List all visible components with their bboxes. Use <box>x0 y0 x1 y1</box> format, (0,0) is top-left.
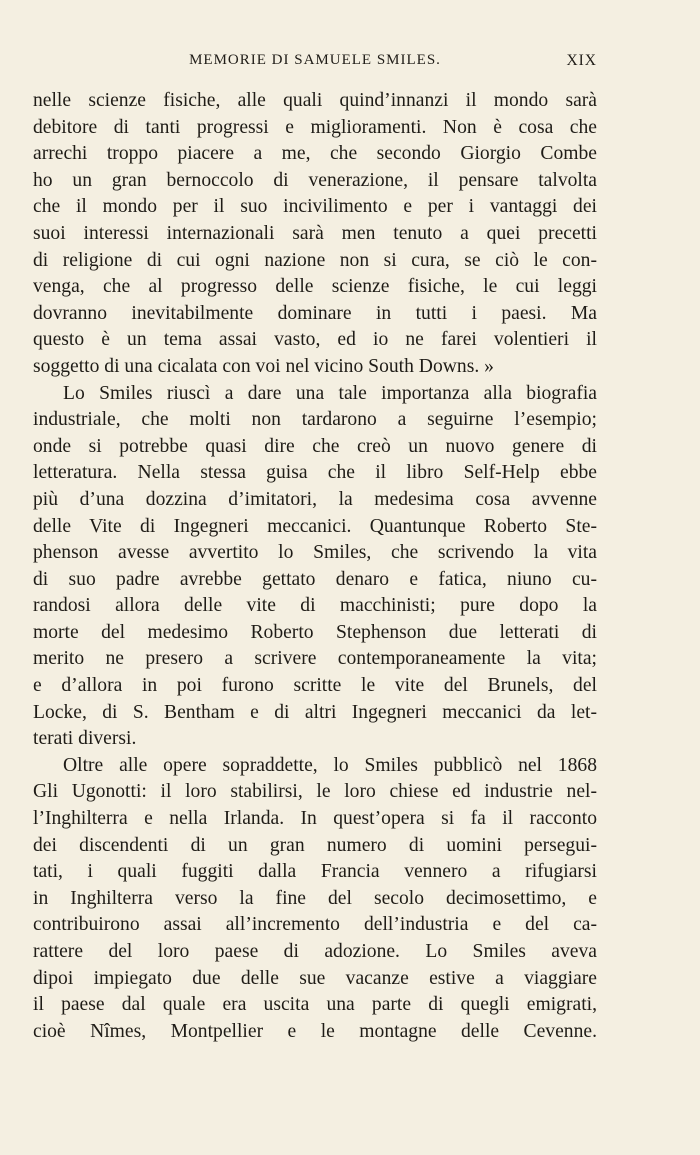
text-line: industriale, che molti non tardarono a seguirne l’esempio; <box>33 409 597 431</box>
text-line: debitore di tanti progressi e miglioramenti. Non è cosa che <box>33 116 597 138</box>
text-line: terati diversi. <box>33 728 137 750</box>
text-line: dei discendenti di un gran numero di uomini persegui- <box>33 834 597 856</box>
page-number: XIX <box>566 52 597 69</box>
text-line: suoi interessi internazionali sarà men tenuto a quei precetti <box>33 222 597 244</box>
text-line: Lo Smiles riuscì a dare una tale importanza alla biografia <box>63 382 597 404</box>
text-line: tati, i quali fuggiti dalla Francia vennero a rifugiarsi <box>33 861 597 883</box>
body-text <box>33 88 597 1045</box>
text-line: cioè Nîmes, Montpellier e le montagne delle Cevenne. <box>33 1020 597 1042</box>
paragraph <box>33 381 597 753</box>
running-head <box>33 52 597 76</box>
paragraph <box>33 88 597 381</box>
running-title: MEMORIE DI SAMUELE SMILES. <box>189 52 441 68</box>
text-line: onde si potrebbe quasi dire che creò un nuovo genere di <box>33 435 597 457</box>
text-line: che il mondo per il suo incivilimento e per i vantaggi dei <box>33 196 597 218</box>
text-line: randosi allora delle vite di macchinisti; pure dopo la <box>33 595 597 617</box>
text-line: arrechi troppo piacere a me, che secondo Giorgio Combe <box>33 143 597 165</box>
text-line: questo è un tema assai vasto, ed io ne farei volentieri il <box>33 329 597 351</box>
text-line: l’Inghilterra e nella Irlanda. In quest’opera si fa il racconto <box>33 808 597 830</box>
text-line: il paese dal quale era uscita una parte di quegli emigrati, <box>33 994 597 1016</box>
text-line: delle Vite di Ingegneri meccanici. Quantunque Roberto Ste- <box>33 515 597 537</box>
text-line: venga, che al progresso delle scienze fisiche, le cui leggi <box>33 276 597 298</box>
text-line: Locke, di S. Bentham e di altri Ingegneri meccanici da let- <box>33 701 597 723</box>
text-line: dipoi impiegato due delle sue vacanze estive a viaggiare <box>33 967 597 989</box>
text-line: merito ne presero a scrivere contemporaneamente la vita; <box>33 648 597 670</box>
text-line: di religione di cui ogni nazione non si cura, se ciò le con- <box>33 249 597 271</box>
text-line: soggetto di una cicalata con voi nel vicino South Downs. » <box>33 355 494 377</box>
text-line: dovranno inevitabilmente dominare in tutti i paesi. Ma <box>33 302 597 324</box>
text-line: morte del medesimo Roberto Stephenson due letterati di <box>33 621 597 643</box>
text-line: e d’allora in poi furono scritte le vite del Brunels, del <box>33 675 597 697</box>
text-line: Oltre alle opere sopraddette, lo Smiles pubblicò nel 1868 <box>63 754 597 776</box>
text-line: di suo padre avrebbe gettato denaro e fatica, niuno cu- <box>33 568 597 590</box>
text-line: rattere del loro paese di adozione. Lo Smiles aveva <box>33 941 597 962</box>
text-line: nelle scienze fisiche, alle quali quind’innanzi il mondo sarà <box>33 90 597 111</box>
text-line: letteratura. Nella stessa guisa che il libro Self-Help ebbe <box>33 462 597 484</box>
paragraph <box>33 753 597 1046</box>
text-line: in Inghilterra verso la fine del secolo decimosettimo, e <box>33 887 597 909</box>
text-line: più d’una dozzina d’imitatori, la medesima cosa avvenne <box>33 488 597 510</box>
text-line: Gli Ugonotti: il loro stabilirsi, le loro chiese ed industrie nel- <box>33 781 597 803</box>
text-line: phenson avesse avvertito lo Smiles, che scrivendo la vita <box>33 542 597 564</box>
text-line: contribuirono assai all’incremento dell’industria e del ca- <box>33 914 597 936</box>
text-line: ho un gran bernoccolo di venerazione, il pensare talvolta <box>33 169 597 191</box>
